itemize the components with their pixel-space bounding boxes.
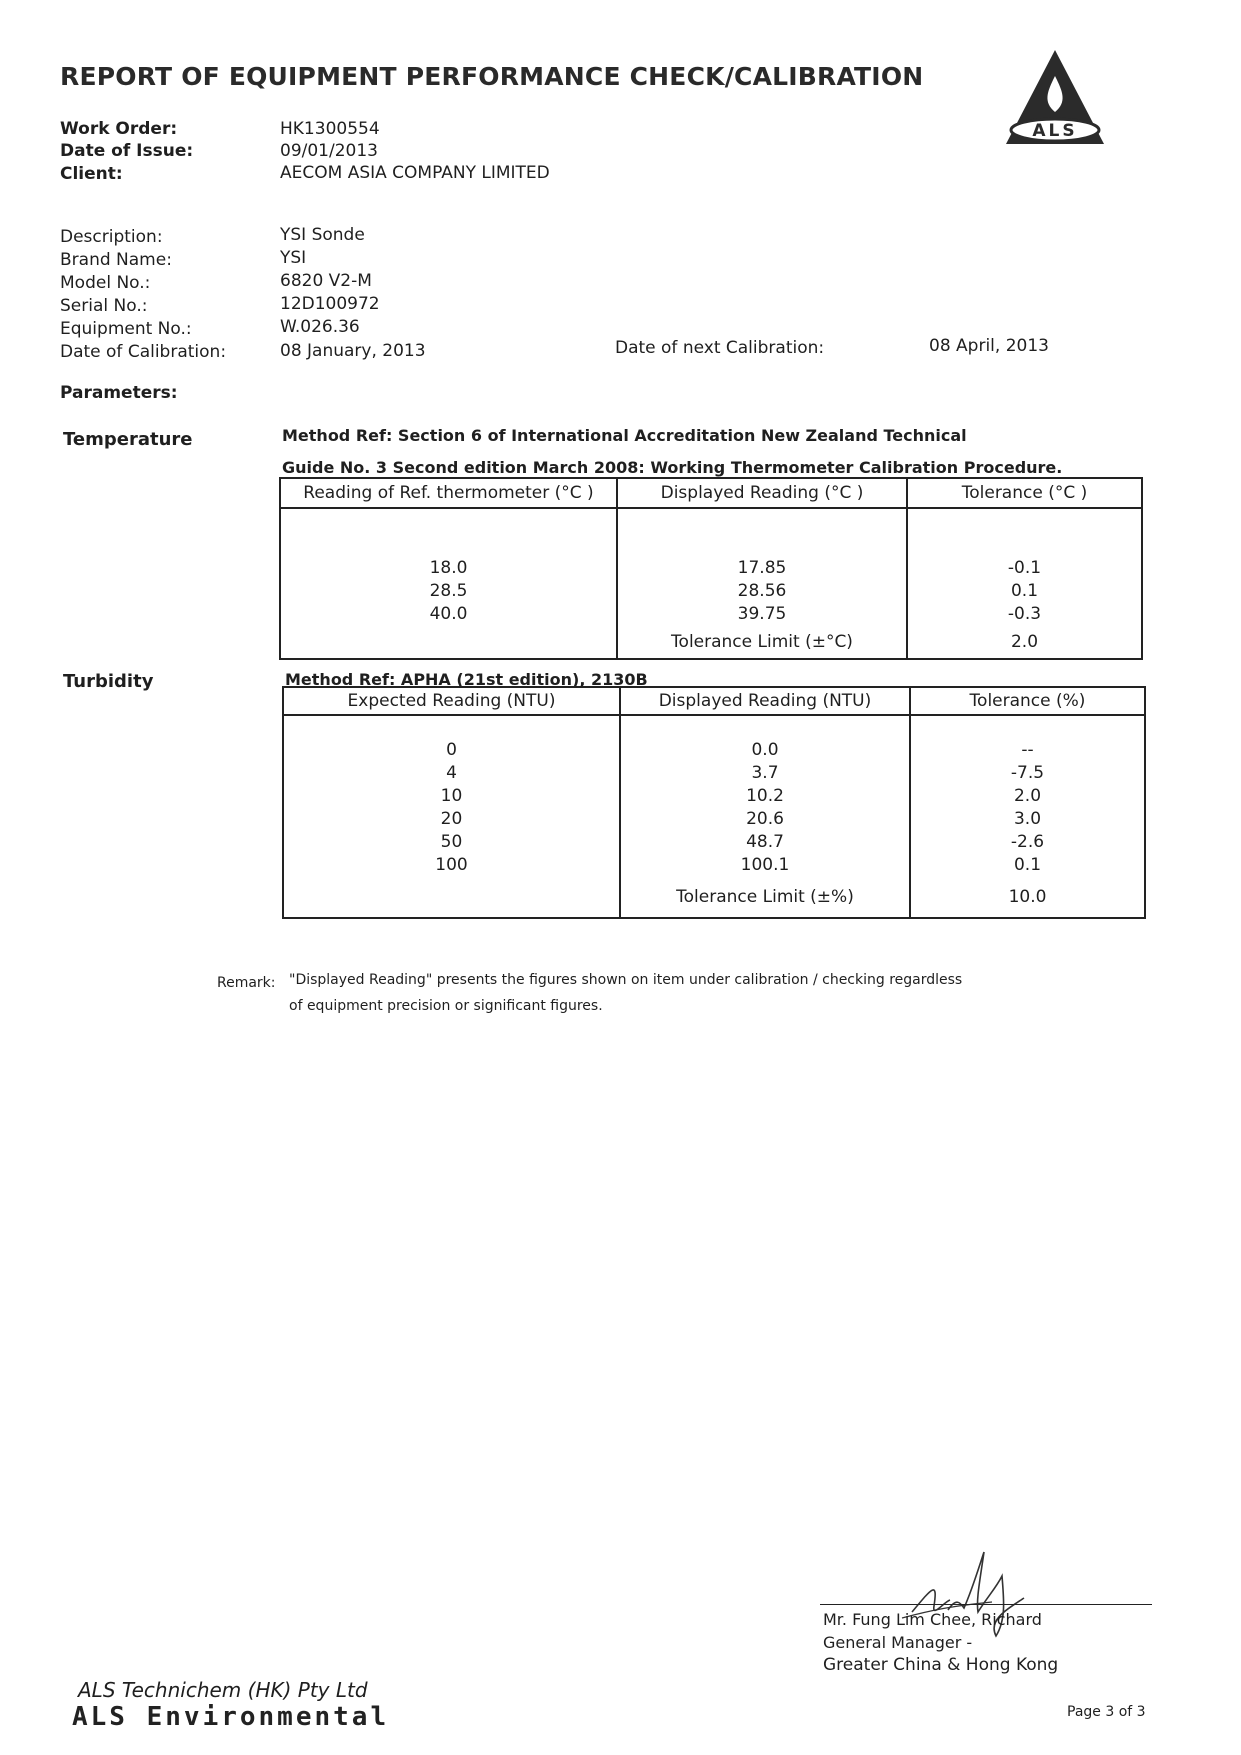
date-of-issue-label: Date of Issue: bbox=[60, 141, 194, 161]
turbidity-expected-cell bbox=[283, 715, 620, 877]
remark-line1: "Displayed Reading" presents the figures shown on item under calibration / checking regardless bbox=[289, 972, 963, 988]
signature-line bbox=[820, 1604, 1152, 1605]
parameters-label: Parameters: bbox=[60, 383, 178, 403]
turbidity-label: Turbidity bbox=[63, 671, 154, 692]
brand-value: YSI bbox=[280, 248, 307, 268]
signatory-title: General Manager - bbox=[823, 1633, 973, 1652]
table-cell: 20 bbox=[440, 809, 463, 829]
model-value: 6820 V2-M bbox=[280, 271, 372, 291]
table-cell: 0.1 bbox=[1010, 581, 1039, 601]
report-title: REPORT OF EQUIPMENT PERFORMANCE CHECK/CALIBRATION bbox=[60, 62, 924, 91]
temperature-col-displayed: Displayed Reading (°C ) bbox=[617, 478, 907, 508]
client-value: AECOM ASIA COMPANY LIMITED bbox=[280, 163, 550, 183]
turbidity-tolerance-cell bbox=[910, 715, 1145, 877]
table-cell: 18.0 bbox=[429, 558, 468, 578]
brand-label: Brand Name: bbox=[60, 250, 172, 270]
date-of-issue-value: 09/01/2013 bbox=[280, 141, 378, 161]
table-cell: 28.56 bbox=[737, 581, 787, 601]
serial-label: Serial No.: bbox=[60, 296, 148, 316]
table-cell: 39.75 bbox=[737, 604, 787, 624]
table-cell: 100 bbox=[435, 855, 468, 875]
turbidity-method: Method Ref: APHA (21st edition), 2130B bbox=[285, 670, 648, 689]
remark-line2: of equipment precision or significant figures. bbox=[289, 998, 603, 1014]
temperature-tolerance-limit-label: Tolerance Limit (±°C) bbox=[617, 626, 907, 659]
signatory-region: Greater China & Hong Kong bbox=[823, 1655, 1059, 1675]
table-cell: -7.5 bbox=[1010, 763, 1045, 783]
table-cell: -0.3 bbox=[1007, 604, 1042, 624]
table-cell: 10.2 bbox=[746, 786, 784, 806]
client-label: Client: bbox=[60, 164, 123, 184]
turbidity-col-displayed: Displayed Reading (NTU) bbox=[620, 687, 910, 715]
description-value: YSI Sonde bbox=[280, 225, 365, 245]
turbidity-tolerance-limit-label: Tolerance Limit (±%) bbox=[620, 877, 910, 918]
turbidity-col-expected: Expected Reading (NTU) bbox=[283, 687, 620, 715]
table-cell: 4 bbox=[446, 763, 457, 783]
equipment-no-value: W.026.36 bbox=[280, 317, 360, 337]
als-logo bbox=[1000, 46, 1110, 148]
table-cell: 48.7 bbox=[746, 832, 784, 852]
temperature-ref-cell bbox=[280, 508, 617, 626]
work-order-label: Work Order: bbox=[60, 119, 178, 139]
temperature-tolerance-cell bbox=[907, 508, 1142, 626]
table-cell: 10 bbox=[440, 786, 463, 806]
table-cell: 0 bbox=[446, 740, 457, 760]
description-label: Description: bbox=[60, 227, 163, 247]
next-calibration-label: Date of next Calibration: bbox=[615, 338, 825, 358]
turbidity-col-tolerance: Tolerance (%) bbox=[910, 687, 1145, 715]
model-label: Model No.: bbox=[60, 273, 151, 293]
table-cell: 28.5 bbox=[429, 581, 468, 601]
turbidity-displayed-cell bbox=[620, 715, 910, 877]
table-cell: -0.1 bbox=[1007, 558, 1042, 578]
equipment-no-label: Equipment No.: bbox=[60, 319, 192, 339]
table-cell: 17.85 bbox=[737, 558, 787, 578]
table-cell: 2.0 bbox=[1013, 786, 1042, 806]
calibration-date-label: Date of Calibration: bbox=[60, 342, 227, 362]
temperature-table bbox=[279, 477, 1143, 660]
footer-company: ALS Technichem (HK) Pty Ltd bbox=[78, 1678, 368, 1702]
temperature-label: Temperature bbox=[63, 429, 193, 450]
table-cell: 0.0 bbox=[751, 740, 779, 760]
temperature-method-line1: Method Ref: Section 6 of International Accreditation New Zealand Technical bbox=[282, 426, 967, 445]
temperature-displayed-cell bbox=[617, 508, 907, 626]
temperature-method-line2: Guide No. 3 Second edition March 2008: Working Thermometer Calibration Procedure. bbox=[282, 458, 1063, 477]
serial-value: 12D100972 bbox=[280, 294, 380, 314]
table-cell: 3.7 bbox=[751, 763, 779, 783]
turbidity-table bbox=[282, 686, 1146, 919]
temperature-col-tolerance: Tolerance (°C ) bbox=[907, 478, 1142, 508]
table-cell: 3.0 bbox=[1013, 809, 1042, 829]
logo-text: ALS bbox=[1032, 121, 1078, 141]
footer-brand: ALS Environmental bbox=[72, 1702, 390, 1732]
table-cell: 40.0 bbox=[429, 604, 468, 624]
temperature-col-ref: Reading of Ref. thermometer (°C ) bbox=[280, 478, 617, 508]
signatory-name: Mr. Fung Lim Chee, Richard bbox=[823, 1610, 1042, 1629]
page-number: Page 3 of 3 bbox=[1067, 1704, 1146, 1720]
table-cell: -- bbox=[1021, 740, 1034, 760]
table-cell: -2.6 bbox=[1010, 832, 1045, 852]
temperature-tolerance-limit-value: 2.0 bbox=[907, 626, 1142, 659]
calibration-date-value: 08 January, 2013 bbox=[280, 341, 426, 361]
table-cell: 100.1 bbox=[740, 855, 790, 875]
work-order-value: HK1300554 bbox=[280, 119, 380, 139]
remark-label: Remark: bbox=[217, 975, 276, 991]
table-cell: 20.6 bbox=[746, 809, 784, 829]
next-calibration-value: 08 April, 2013 bbox=[929, 336, 1049, 356]
turbidity-tolerance-limit-value: 10.0 bbox=[910, 877, 1145, 918]
table-cell: 50 bbox=[440, 832, 463, 852]
table-cell: 0.1 bbox=[1013, 855, 1042, 875]
